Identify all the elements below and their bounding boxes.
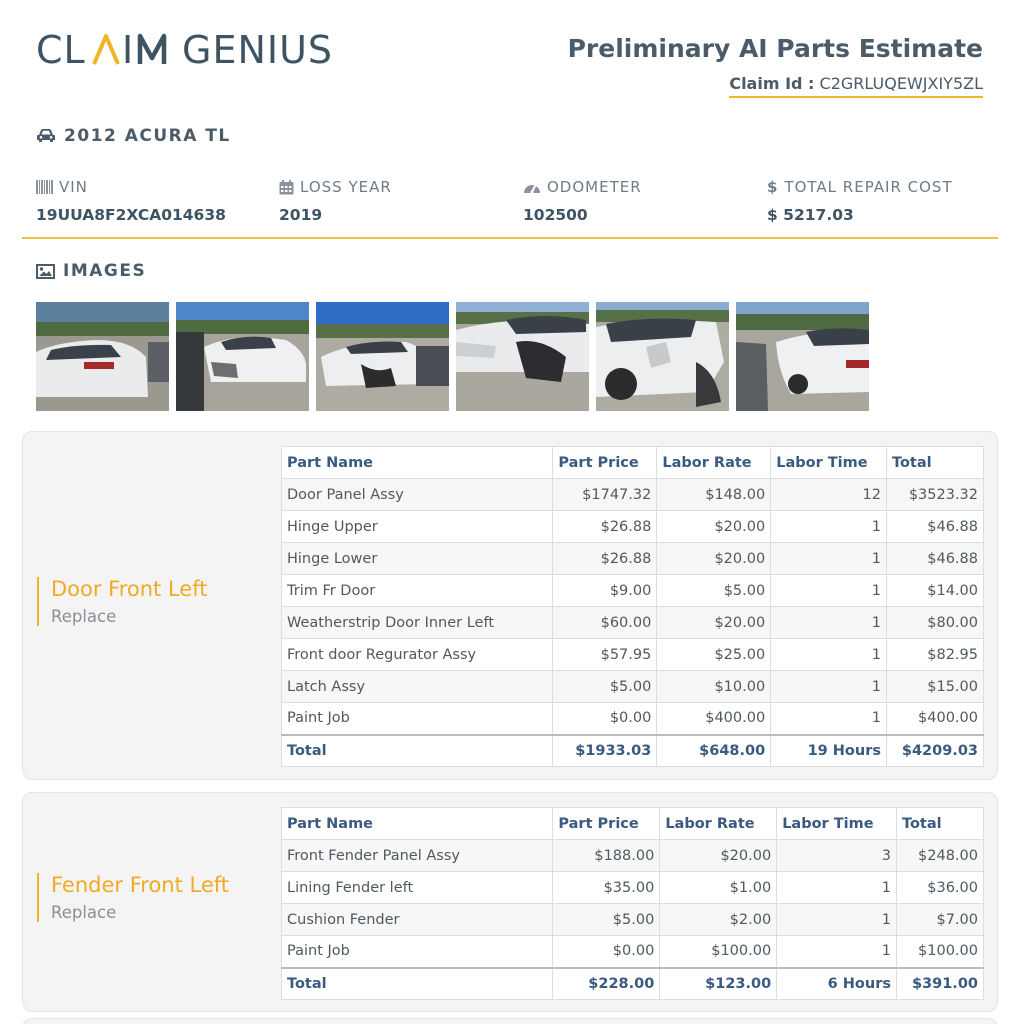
table-row <box>282 607 984 639</box>
col-header: Part Name <box>282 447 553 479</box>
cell-labor-time: 1 <box>771 511 887 543</box>
info-value: 2019 <box>279 206 323 224</box>
cell-labor-rate: $148.00 <box>657 479 771 511</box>
col-header: Labor Rate <box>660 808 777 840</box>
cell-part-name: Hinge Lower <box>282 543 553 575</box>
cell-part-price: $35.00 <box>553 872 660 904</box>
cell-total: $7.00 <box>897 904 984 936</box>
cell-total: $400.00 <box>887 703 984 735</box>
cell-part-name: Paint Job <box>282 703 553 735</box>
info-label: ODOMETER <box>547 178 642 196</box>
part-label <box>37 873 229 922</box>
cell-part-name: Front door Regurator Assy <box>282 639 553 671</box>
cell-part-name: Latch Assy <box>282 671 553 703</box>
images-heading <box>36 261 146 281</box>
estimate-card-door-front-left <box>22 431 998 780</box>
cell-part-price: $0.00 <box>553 703 657 735</box>
cell-part-price: $188.00 <box>553 840 660 872</box>
table-header-row <box>282 808 984 840</box>
cell-labor-time: 1 <box>771 607 887 639</box>
table-row <box>282 703 984 735</box>
cell-part-price: $26.88 <box>553 543 657 575</box>
cell-part-name: Weatherstrip Door Inner Left <box>282 607 553 639</box>
claim-id-value: C2GRLUQEWJXIY5ZL <box>819 74 983 93</box>
total-labor-time: 6 Hours <box>777 968 897 1000</box>
info-odometer <box>523 178 642 224</box>
cell-part-price: $9.00 <box>553 575 657 607</box>
cell-part-price: $0.00 <box>553 936 660 968</box>
table-row <box>282 671 984 703</box>
svg-text:GENIUS: GENIUS <box>182 28 334 72</box>
cell-labor-rate: $25.00 <box>657 639 771 671</box>
cell-part-name: Lining Fender left <box>282 872 553 904</box>
total-labor-rate: $648.00 <box>657 735 771 767</box>
damage-photo-2[interactable] <box>176 302 309 411</box>
cell-total: $14.00 <box>887 575 984 607</box>
barcode-icon <box>36 180 53 194</box>
table-row <box>282 639 984 671</box>
info-loss-year <box>279 178 392 224</box>
total-label: Total <box>282 735 553 767</box>
total-amount: $4209.03 <box>887 735 984 767</box>
calendar-icon <box>279 180 294 195</box>
damage-photo-4[interactable] <box>456 302 589 411</box>
table-row <box>282 575 984 607</box>
table-row <box>282 840 984 872</box>
gauge-icon <box>523 180 541 194</box>
images-title: IMAGES <box>63 261 147 281</box>
col-header: Total <box>897 808 984 840</box>
info-label: LOSS YEAR <box>300 178 392 196</box>
cell-part-name: Paint Job <box>282 936 553 968</box>
total-part-price: $228.00 <box>553 968 660 1000</box>
table-row <box>282 543 984 575</box>
table-row <box>282 872 984 904</box>
vehicle-heading <box>36 126 231 146</box>
cell-labor-rate: $20.00 <box>657 607 771 639</box>
cell-total: $100.00 <box>897 936 984 968</box>
cell-part-name: Cushion Fender <box>282 904 553 936</box>
cell-labor-rate: $10.00 <box>657 671 771 703</box>
table-row <box>282 904 984 936</box>
table-row <box>282 511 984 543</box>
vehicle-title: 2012 ACURA TL <box>64 126 231 146</box>
cell-labor-time: 1 <box>771 543 887 575</box>
cell-labor-rate: $20.00 <box>660 840 777 872</box>
col-header: Labor Time <box>777 808 897 840</box>
info-vin <box>36 178 226 224</box>
cell-labor-time: 12 <box>771 479 887 511</box>
cell-labor-time: 1 <box>777 904 897 936</box>
table-row <box>282 936 984 968</box>
cell-part-name: Trim Fr Door <box>282 575 553 607</box>
damage-photo-6[interactable] <box>736 302 869 411</box>
part-name: Door Front Left <box>51 577 208 601</box>
info-label: TOTAL REPAIR COST <box>784 178 953 196</box>
claim-id <box>729 74 983 98</box>
col-header: Part Price <box>553 447 657 479</box>
info-value: $ 5217.03 <box>767 206 854 224</box>
info-value: 102500 <box>523 206 588 224</box>
cell-labor-time: 1 <box>771 671 887 703</box>
table-total-row <box>282 968 984 1000</box>
section-divider <box>22 237 998 239</box>
cell-part-name: Front Fender Panel Assy <box>282 840 553 872</box>
info-value: 19UUA8F2XCA014638 <box>36 206 226 224</box>
part-action: Replace <box>51 903 117 922</box>
cell-labor-rate: $1.00 <box>660 872 777 904</box>
parts-table <box>281 807 984 1000</box>
cell-total: $80.00 <box>887 607 984 639</box>
total-amount: $391.00 <box>897 968 984 1000</box>
total-labor-time: 19 Hours <box>771 735 887 767</box>
cell-labor-rate: $100.00 <box>660 936 777 968</box>
cell-labor-time: 1 <box>771 575 887 607</box>
cell-labor-time: 1 <box>777 872 897 904</box>
cell-labor-time: 3 <box>777 840 897 872</box>
col-header: Labor Time <box>771 447 887 479</box>
damage-photo-5[interactable] <box>596 302 729 411</box>
info-label: VIN <box>59 178 88 196</box>
total-labor-rate: $123.00 <box>660 968 777 1000</box>
cell-total: $46.88 <box>887 543 984 575</box>
cell-part-price: $5.00 <box>553 904 660 936</box>
total-part-price: $1933.03 <box>553 735 657 767</box>
logo-wordmark <box>36 28 336 72</box>
claim-genius-logo <box>36 28 336 72</box>
part-action: Replace <box>51 607 117 626</box>
col-header: Part Name <box>282 808 553 840</box>
cell-labor-time: 1 <box>777 936 897 968</box>
cell-total: $82.95 <box>887 639 984 671</box>
cell-total: $36.00 <box>897 872 984 904</box>
cell-labor-time: 1 <box>771 703 887 735</box>
col-header: Labor Rate <box>657 447 771 479</box>
svg-text:I: I <box>122 28 135 72</box>
cell-part-name: Door Panel Assy <box>282 479 553 511</box>
claim-id-label: Claim Id : <box>729 74 815 93</box>
svg-text:CL: CL <box>36 28 86 72</box>
cell-part-price: $26.88 <box>553 511 657 543</box>
damage-photos <box>36 302 869 411</box>
cell-labor-rate: $2.00 <box>660 904 777 936</box>
table-header-row <box>282 447 984 479</box>
vehicle-info <box>36 178 982 236</box>
cell-part-price: $1747.32 <box>553 479 657 511</box>
image-icon <box>36 264 55 279</box>
col-header: Total <box>887 447 984 479</box>
cell-part-price: $5.00 <box>553 671 657 703</box>
cell-part-price: $57.95 <box>553 639 657 671</box>
cell-labor-rate: $20.00 <box>657 511 771 543</box>
part-label <box>37 577 207 626</box>
car-icon <box>36 128 56 144</box>
col-header: Part Price <box>553 808 660 840</box>
cell-labor-rate: $20.00 <box>657 543 771 575</box>
part-name: Fender Front Left <box>51 873 230 897</box>
damage-photo-1[interactable] <box>36 302 169 411</box>
cell-total: $3523.32 <box>887 479 984 511</box>
cell-part-name: Hinge Upper <box>282 511 553 543</box>
estimate-card-fender-front-left <box>22 792 998 1012</box>
cell-total: $46.88 <box>887 511 984 543</box>
cell-part-price: $60.00 <box>553 607 657 639</box>
parts-table <box>281 446 984 767</box>
report-title: Preliminary AI Parts Estimate <box>567 34 983 63</box>
cell-labor-rate: $5.00 <box>657 575 771 607</box>
damage-photo-3[interactable] <box>316 302 449 411</box>
dollar-icon: $ <box>767 178 779 196</box>
cell-total: $248.00 <box>897 840 984 872</box>
cell-total: $15.00 <box>887 671 984 703</box>
cell-labor-time: 1 <box>771 639 887 671</box>
table-row <box>282 479 984 511</box>
cell-labor-rate: $400.00 <box>657 703 771 735</box>
next-estimate-card <box>22 1018 998 1024</box>
info-total-cost <box>767 178 953 224</box>
table-total-row <box>282 735 984 767</box>
total-label: Total <box>282 968 553 1000</box>
